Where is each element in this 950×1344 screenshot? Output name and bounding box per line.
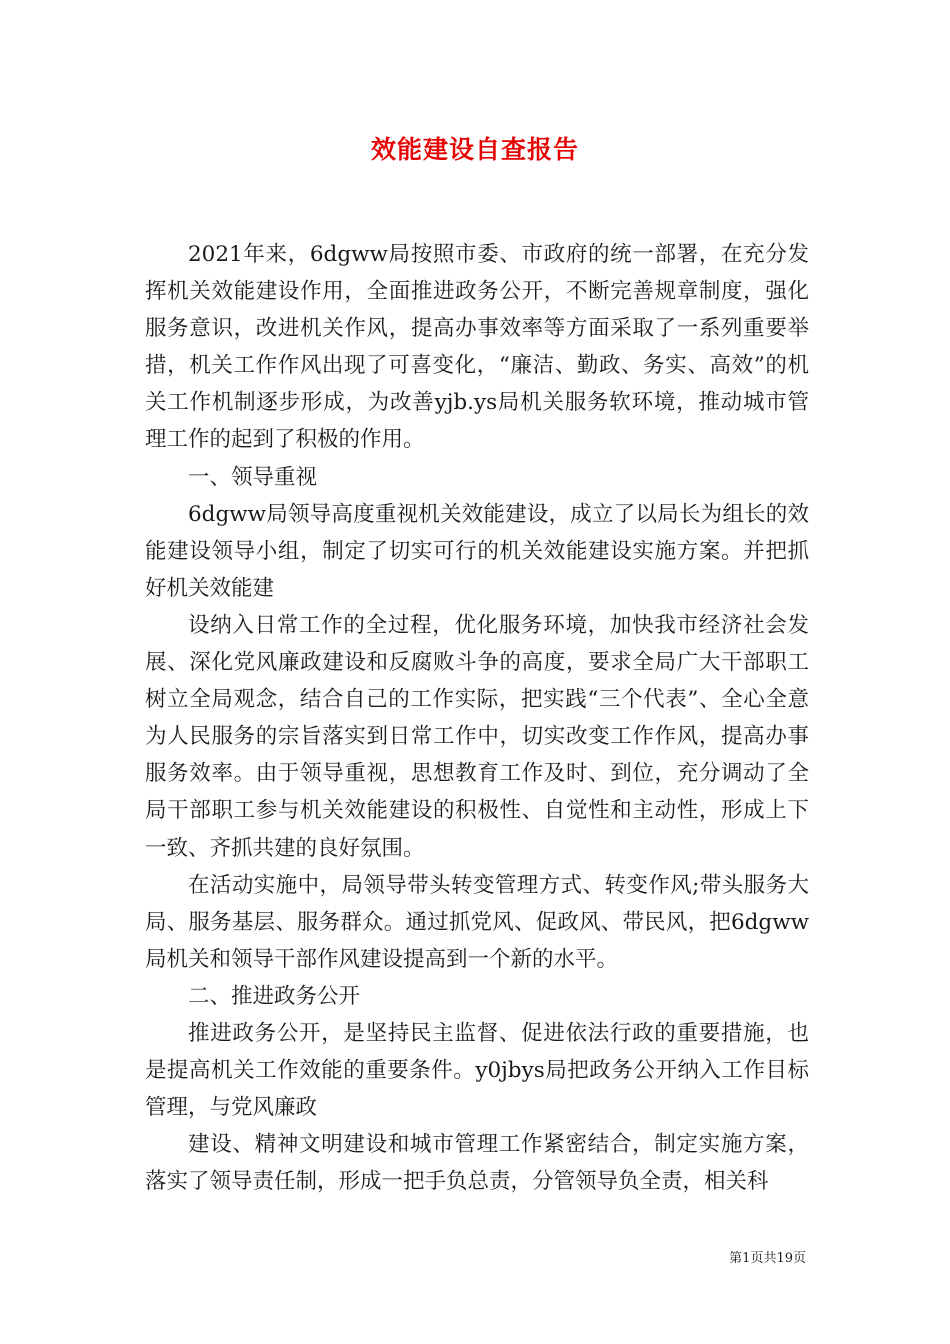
- paragraph-intro: 2021年来，6dgww局按照市委、市政府的统一部署，在充分发挥机关效能建设作用，全面推进政务公开，不断完善规章制度，强化服务意识，改进机关作风，提高办事效率等方面采取了一系列重要举措，机关工作作风出现了可喜变化，“廉洁、勤政、务实、高效”的机关工作机制逐步形成，为改善yjb.ys局机关服务软环境，推动城市管理工作的起到了积极的作用。: [145, 242, 809, 453]
- paragraph-leadership-3: 在活动实施中，局领导带头转变管理方式、转变作风;带头服务大局、服务基层、服务群众。通过抓党风、促政风、带民风，把6dgww局机关和领导干部作风建设提高到一个新的水平。: [145, 872, 809, 972]
- document-body: [145, 236, 809, 1200]
- paragraph-transparency-2: 建设、精神文明建设和城市管理工作紧密结合，制定实施方案，落实了领导责任制，形成一把手负总责，分管领导负全责，相关科: [145, 1132, 809, 1195]
- section-heading-leadership: 一、领导重视: [188, 464, 318, 490]
- paragraph-leadership-2: 设纳入日常工作的全过程，优化服务环境，加快我市经济社会发展、深化党风廉政建设和反腐败斗争的高度，要求全局广大干部职工树立全局观念，结合自己的工作实际，把实践“三个代表”、全心全意为人民服务的宗旨落实到日常工作中，切实改变工作作风，提高办事服务效率。由于领导重视，思想教育工作及时、到位，充分调动了全局干部职工参与机关效能建设的积极性、自觉性和主动性，形成上下一致、齐抓共建的良好氛围。: [145, 612, 809, 861]
- document-title: 效能建设自查报告: [370, 135, 579, 164]
- paragraph-transparency-1: 推进政务公开，是坚持民主监督、促进依法行政的重要措施，也是提高机关工作效能的重要条件。y0jbys局把政务公开纳入工作目标管理，与党风廉政: [145, 1020, 809, 1121]
- page-number: 第1页共19页: [729, 1251, 806, 1266]
- section-heading-transparency: 二、推进政务公开: [188, 983, 361, 1009]
- paragraph-leadership-1: 6dgww局领导高度重视机关效能建设，成立了以局长为组长的效能建设领导小组，制定了切实可行的机关效能建设实施方案。并把抓好机关效能建: [145, 501, 809, 601]
